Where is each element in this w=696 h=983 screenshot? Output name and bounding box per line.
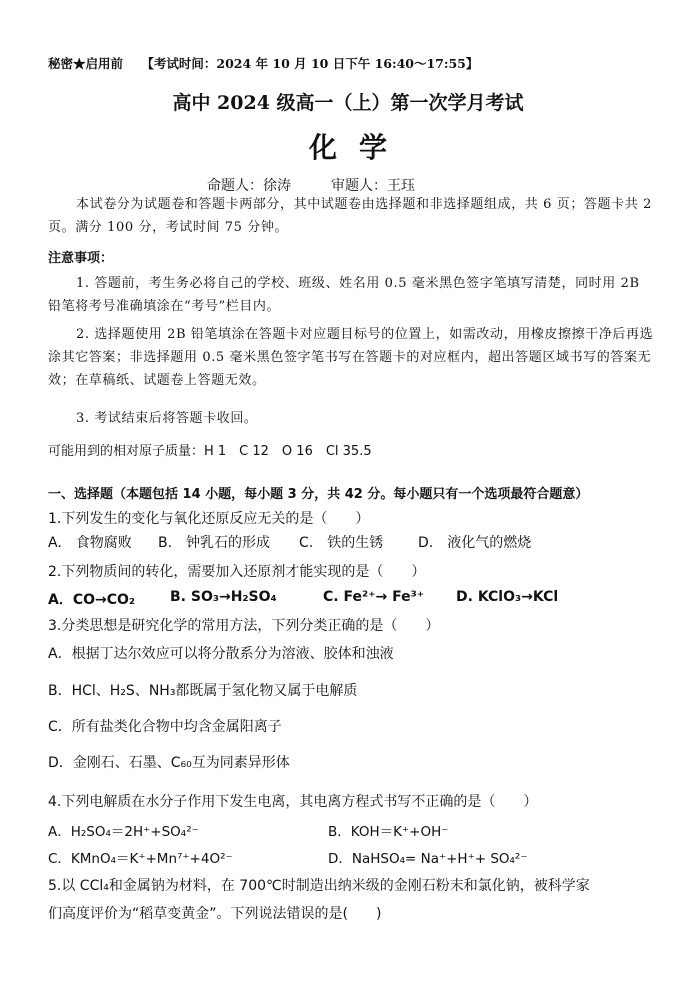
question-stem: 3.分类思想是研究化学的常用方法，下列分类正确的是（ ） [48, 618, 440, 634]
note-item: 3. 考试结束后将答题卡收回。 [76, 411, 258, 426]
option-b: B．KOH＝K⁺+OH⁻ [328, 824, 449, 840]
note-item: 2. 选择题使用 2B 铅笔填涂在答题卡对应题目标号的位置上，如需改动，用橡皮擦擦干净后再选涂其它答案；非选择题用 0.5 毫米黑色签字笔书写在答题卡的对应框内，超出答题区域书写的答案无效；在草稿纸、试题卷上答题无效。 [48, 327, 654, 388]
option-a: A．CO→CO₂ [48, 592, 136, 608]
subject-title: 化学 [308, 131, 409, 164]
author: 命题人：徐涛 [207, 178, 291, 194]
authors-line [207, 175, 415, 195]
question-stem: 5.以 CCl₄和金属钠为材料，在 700℃时制造出纳米级的金刚石粉末和氯化钠，被科学家 [48, 878, 590, 894]
notes-heading: 注意事项： [48, 251, 114, 266]
note-item: 1. 答题前，考生务必将自己的学校、班级、姓名用 0.5 毫米黑色签字笔填写清楚，同时用 2B 铅笔将考号准确填涂在“考号”栏目内。 [48, 276, 640, 314]
option-d: D. KClO₃→KCl [456, 589, 559, 605]
option-a: A．H₂SO₄＝2H⁺+SO₄²⁻ [48, 824, 199, 840]
option-b: B. 钟乳石的形成 [158, 535, 271, 551]
option-c: C. 铁的生锈 [299, 535, 384, 551]
confidential-label: 秘密★启用前 [48, 56, 124, 71]
option-c: C. Fe²⁺→ Fe³⁺ [323, 589, 425, 605]
option-c: C．KMnO₄＝K⁺+Mn⁷⁺+4O²⁻ [48, 851, 233, 867]
exam-header-line [48, 54, 478, 72]
atomic-mass-line: 可能用到的相对原子质量：H 1 C 12 O 16 Cl 35.5 [48, 444, 372, 459]
reviewer: 审题人：王珏 [331, 178, 415, 194]
option-d: D．金刚石、石墨、C₆₀互为同素异形体 [48, 755, 290, 771]
intro-paragraph: 本试卷分为试题卷和答题卡两部分，其中试题卷由选择题和非选择题组成，共 6 页；答题卡共 2 页。满分 100 分，考试时间 75 分钟。 [48, 197, 652, 235]
question-stem: 2.下列物质间的转化，需要加入还原剂才能实现的是（ ） [48, 564, 426, 580]
option-c: C．所有盐类化合物中均含金属阳离子 [48, 719, 282, 735]
option-b: B. SO₃→H₂SO₄ [170, 589, 277, 605]
exam-time: 【考试时间：2024 年 10 月 10 日下午 16:40～17:55】 [141, 56, 479, 71]
question-stem: 1.下列发生的变化与氧化还原反应无关的是（ ） [48, 511, 370, 527]
option-a: A. 食物腐败 [48, 535, 132, 551]
question-stem-continued: 们高度评价为“稻草变黄金”。下列说法错误的是( ) [48, 906, 382, 922]
option-a: A．根据丁达尔效应可以将分散系分为溶液、胶体和浊液 [48, 646, 394, 662]
exam-title: 高中 2024 级高一（上）第一次学月考试 [172, 92, 524, 114]
option-d: D．NaHSO₄= Na⁺+H⁺+ SO₄²⁻ [328, 851, 528, 867]
section-heading: 一、选择题（本题包括 14 小题，每小题 3 分，共 42 分。每小题只有一个选项最符合题意） [48, 487, 589, 502]
option-d: D. 液化气的燃烧 [418, 535, 532, 551]
question-stem: 4.下列电解质在水分子作用下发生电离，其电离方程式书写不正确的是（ ） [48, 794, 538, 810]
option-b: B．HCl、H₂S、NH₃都既属于氢化物又属于电解质 [48, 683, 358, 699]
